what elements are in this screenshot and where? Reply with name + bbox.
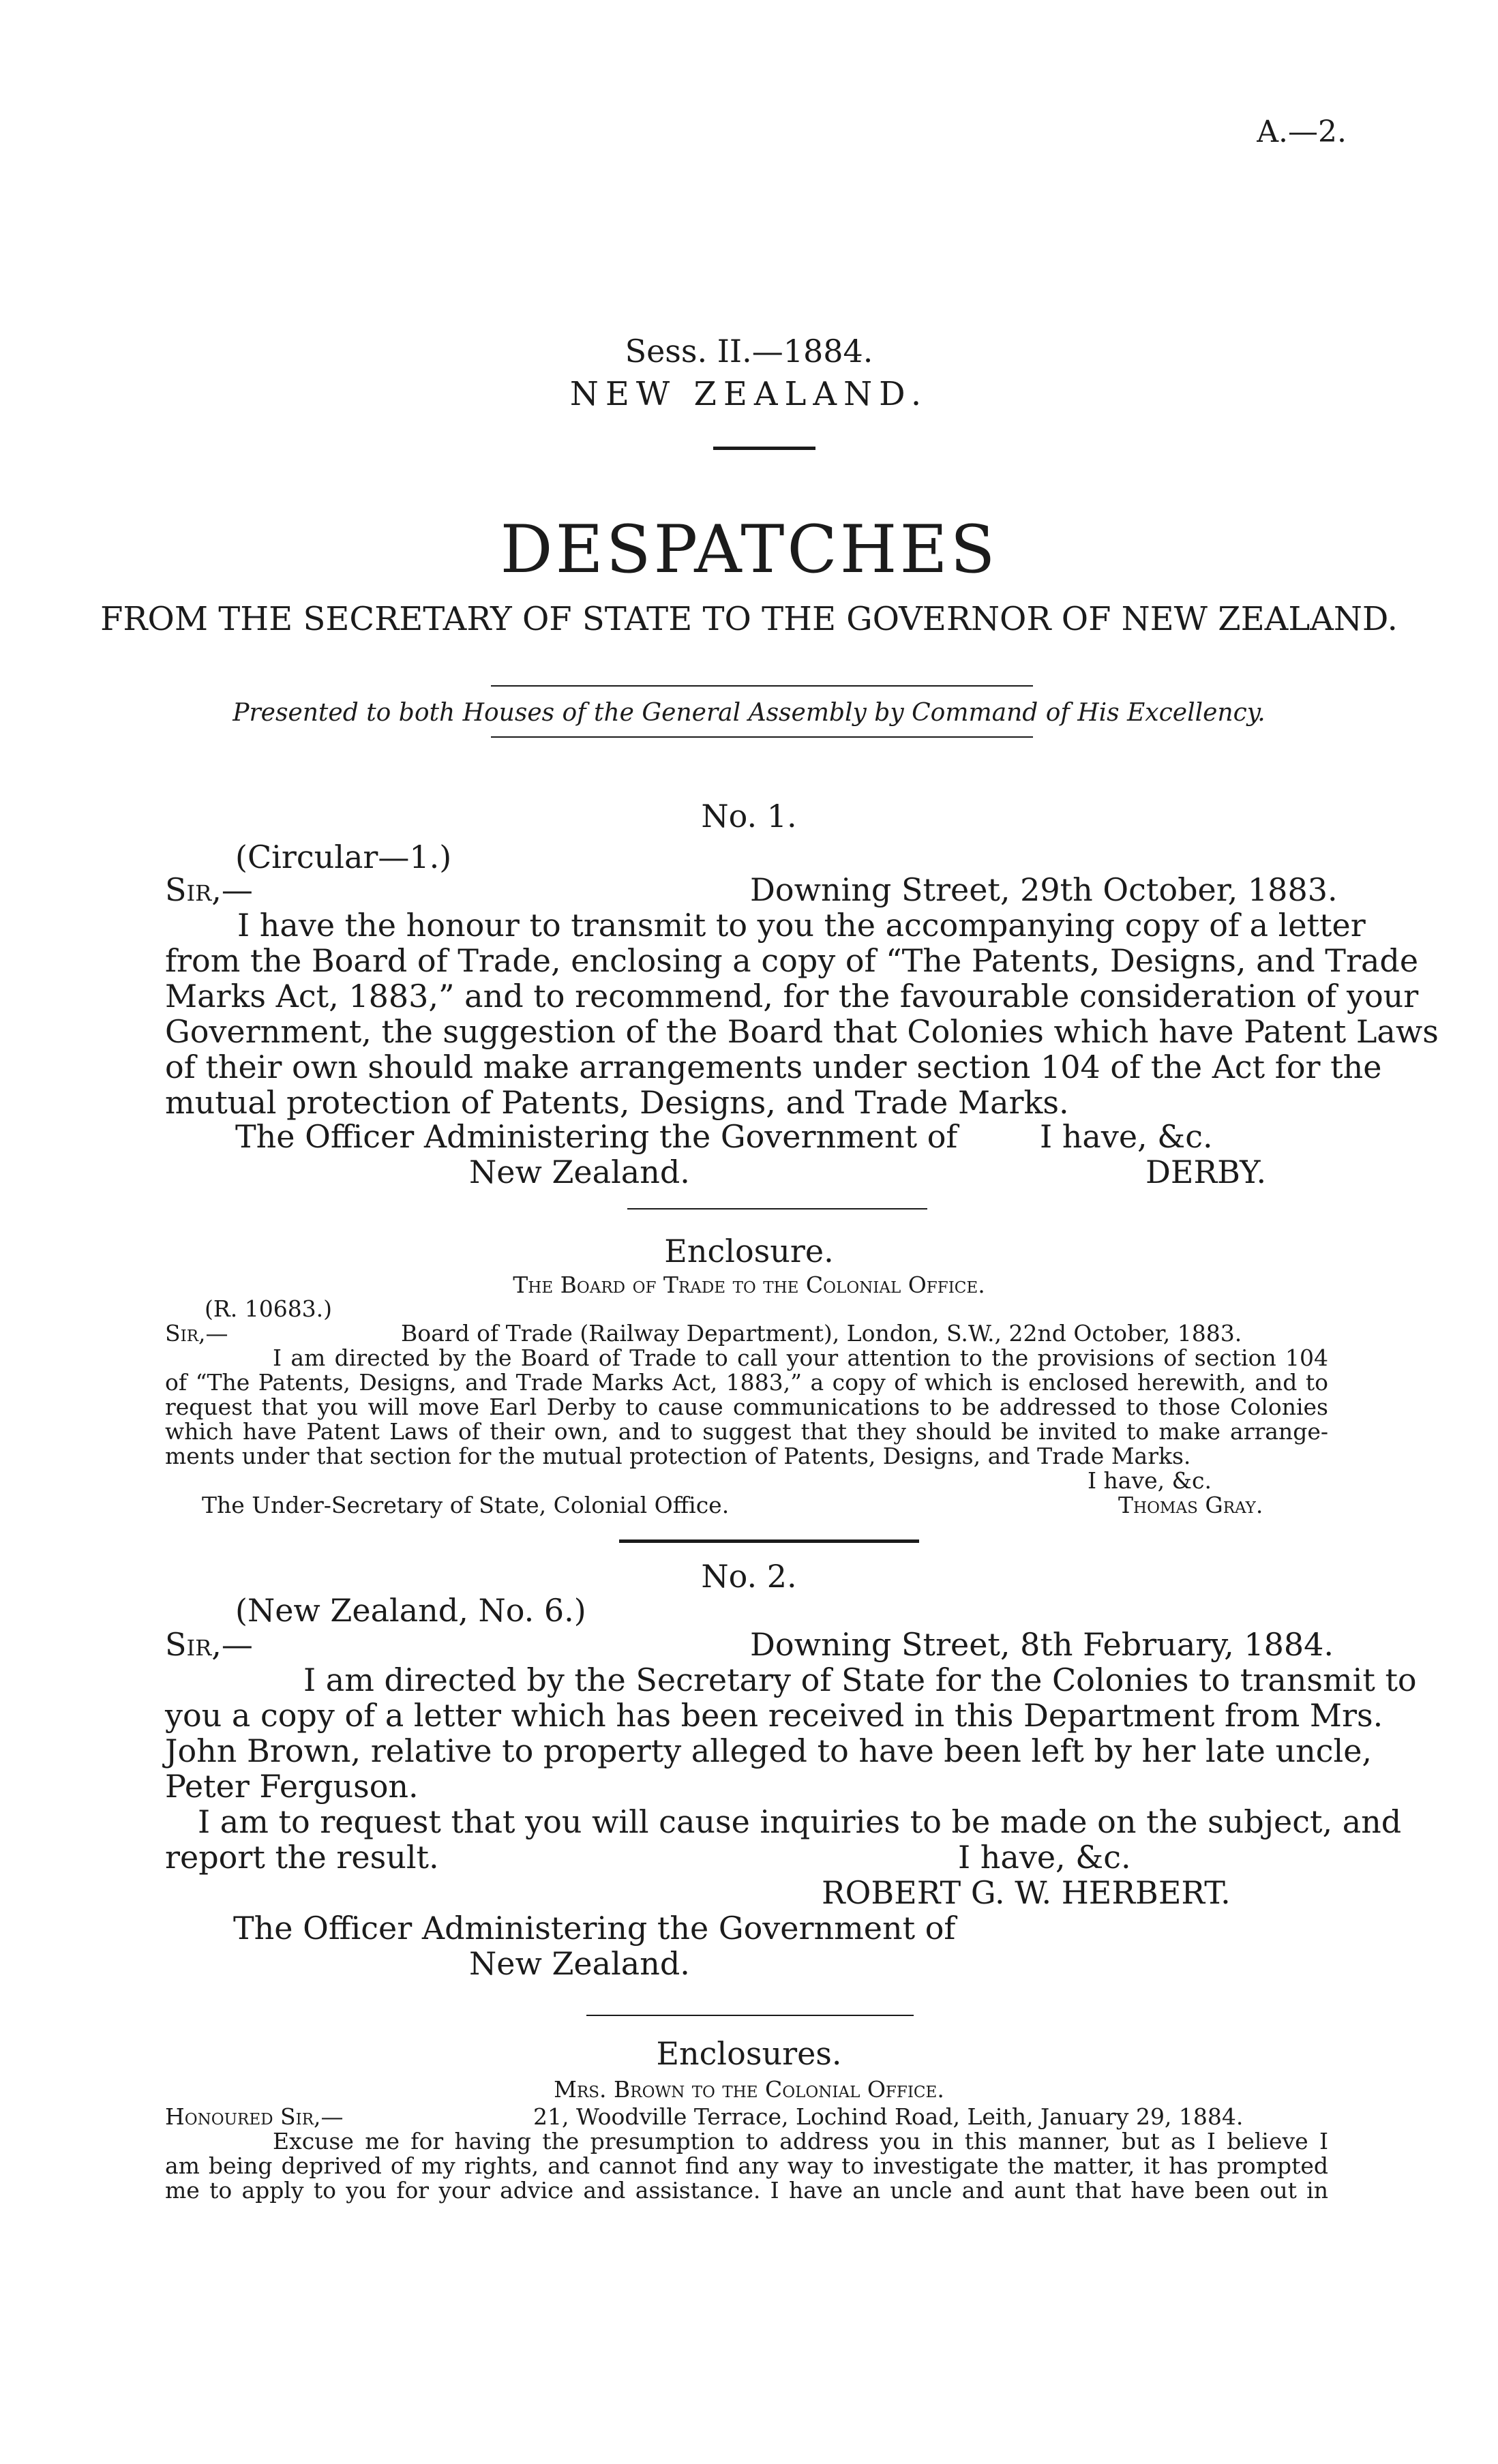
despatch-2-salutation: Sir,— bbox=[165, 1626, 253, 1663]
despatch-2-signature: ROBERT G. W. HERBERT. bbox=[822, 1874, 1231, 1911]
despatch-2-closing: I have, &c. bbox=[958, 1839, 1131, 1876]
despatch-1-rule bbox=[627, 1208, 927, 1210]
presented-rule-top bbox=[491, 685, 1033, 687]
despatch-2-line-2: you a copy of a letter which has been received in this Department from Mrs. bbox=[165, 1697, 1383, 1734]
enclosure-1-ref: (R. 10683.) bbox=[205, 1295, 333, 1322]
enclosure-1-signature: Thomas Gray. bbox=[1118, 1492, 1263, 1518]
despatch-2-addressee-2: New Zealand. bbox=[469, 1945, 690, 1982]
enclosure-1-line-5: ments under that section for the mutual protection of Patents, Designs, and Trade Marks. bbox=[165, 1443, 1191, 1469]
despatch-1-line-5: of their own should make arrangements under section 104 of the Act for the bbox=[165, 1049, 1382, 1085]
enclosure-2-line-2: am being deprived of my rights, and cannot find any way to investigate the matter, it has prompted bbox=[165, 2152, 1328, 2179]
enclosure-2-place-date: 21, Woodville Terrace, Lochind Road, Leith, January 29, 1884. bbox=[533, 2103, 1244, 2130]
despatch-1-line-6: mutual protection of Patents, Designs, and Trade Marks. bbox=[165, 1084, 1069, 1121]
despatch-1-line-2: from the Board of Trade, enclosing a copy of “The Patents, Designs, and Trade bbox=[165, 942, 1419, 979]
despatch-2-addressee-1: The Officer Administering the Government of bbox=[233, 1910, 956, 1947]
document-subtitle: FROM THE SECRETARY OF STATE TO THE GOVERNOR OF NEW ZEALAND. bbox=[100, 600, 1398, 638]
despatch-1-place-date: Downing Street, 29th October, 1883. bbox=[750, 871, 1338, 908]
despatch-1-line-1: I have the honour to transmit to you the accompanying copy of a letter bbox=[237, 907, 1366, 944]
despatch-2-number: No. 2. bbox=[701, 1558, 797, 1595]
header-rule bbox=[713, 447, 815, 450]
despatch-1-addressee-2: New Zealand. bbox=[469, 1154, 690, 1190]
despatch-1-ref: (Circular—1.) bbox=[235, 839, 452, 875]
despatch-2-line-4: Peter Ferguson. bbox=[165, 1768, 419, 1805]
despatch-2-line-3: John Brown, relative to property alleged to have been left by her late uncle, bbox=[165, 1732, 1373, 1769]
enclosure-1-line-1: I am directed by the Board of Trade to call your attention to the provisions of section 104 bbox=[273, 1344, 1328, 1371]
enclosure-2-salutation: Honoured Sir,— bbox=[165, 2103, 344, 2130]
despatch-1-closing: I have, &c. bbox=[1040, 1118, 1213, 1155]
enclosure-1-place-date: Board of Trade (Railway Department), London, S.W., 22nd October, 1883. bbox=[401, 1320, 1242, 1347]
despatch-2-para-2-line-2: report the result. bbox=[165, 1839, 439, 1876]
session-line: Sess. II.—1884. bbox=[625, 333, 873, 370]
page-reference: A.—2. bbox=[1257, 115, 1347, 149]
enclosure-2-heading: Enclosures. bbox=[656, 2035, 842, 2072]
enclosure-1-addressee: The Under-Secretary of State, Colonial Office. bbox=[202, 1492, 730, 1518]
despatch-1-number: No. 1. bbox=[701, 798, 797, 835]
enclosure-2-from-to: Mrs. Brown to the Colonial Office. bbox=[554, 2076, 944, 2103]
despatch-2-ref: (New Zealand, No. 6.) bbox=[235, 1592, 586, 1629]
despatch-2-rule bbox=[586, 2015, 914, 2016]
presented-rule-bottom bbox=[491, 736, 1033, 738]
enclosure-1-line-2: of “The Patents, Designs, and Trade Marks Act, 1883,” a copy of which is enclosed herewith, and to bbox=[165, 1369, 1328, 1396]
enclosure-1-closing: I have, &c. bbox=[1088, 1467, 1212, 1494]
enclosure-1-line-4: which have Patent Laws of their own, and to suggest that they should be invited to make arrange- bbox=[165, 1418, 1328, 1445]
despatch-1-line-3: Marks Act, 1883,” and to recommend, for the favourable consideration of your bbox=[165, 978, 1419, 1015]
document-title: DESPATCHES bbox=[500, 511, 998, 588]
enclosure-2-line-1: Excuse me for having the presumption to address you in this manner, but as I believe I bbox=[273, 2128, 1328, 2154]
presented-line: Presented to both Houses of the General Assembly by Command of His Excellency. bbox=[233, 699, 1265, 727]
enclosure-1-salutation: Sir,— bbox=[165, 1320, 228, 1347]
despatch-2-place-date: Downing Street, 8th February, 1884. bbox=[750, 1626, 1334, 1663]
despatch-2-line-1: I am directed by the Secretary of State for the Colonies to transmit to bbox=[303, 1662, 1417, 1698]
despatch-1-signature: DERBY. bbox=[1145, 1154, 1267, 1190]
enclosure-1-line-3: request that you will move Earl Derby to cause communications to be addressed to those Colonies bbox=[165, 1394, 1328, 1420]
enclosure-1-heading: Enclosure. bbox=[664, 1233, 834, 1269]
despatch-1-line-4: Government, the suggestion of the Board that Colonies which have Patent Laws bbox=[165, 1013, 1439, 1050]
country-heading: NEW ZEALAND. bbox=[569, 375, 929, 413]
despatch-1-salutation: Sir,— bbox=[165, 871, 253, 908]
enclosure-2-line-3: me to apply to you for your advice and assistance. I have an uncle and aunt that have been out in bbox=[165, 2177, 1328, 2204]
section-rule bbox=[619, 1539, 919, 1543]
despatch-2-para-2-line-1: I am to request that you will cause inquiries to be made on the subject, and bbox=[198, 1803, 1402, 1840]
despatch-1-addressee-1: The Officer Administering the Government of bbox=[235, 1118, 958, 1155]
enclosure-1-from-to: The Board of Trade to the Colonial Office. bbox=[513, 1272, 985, 1298]
